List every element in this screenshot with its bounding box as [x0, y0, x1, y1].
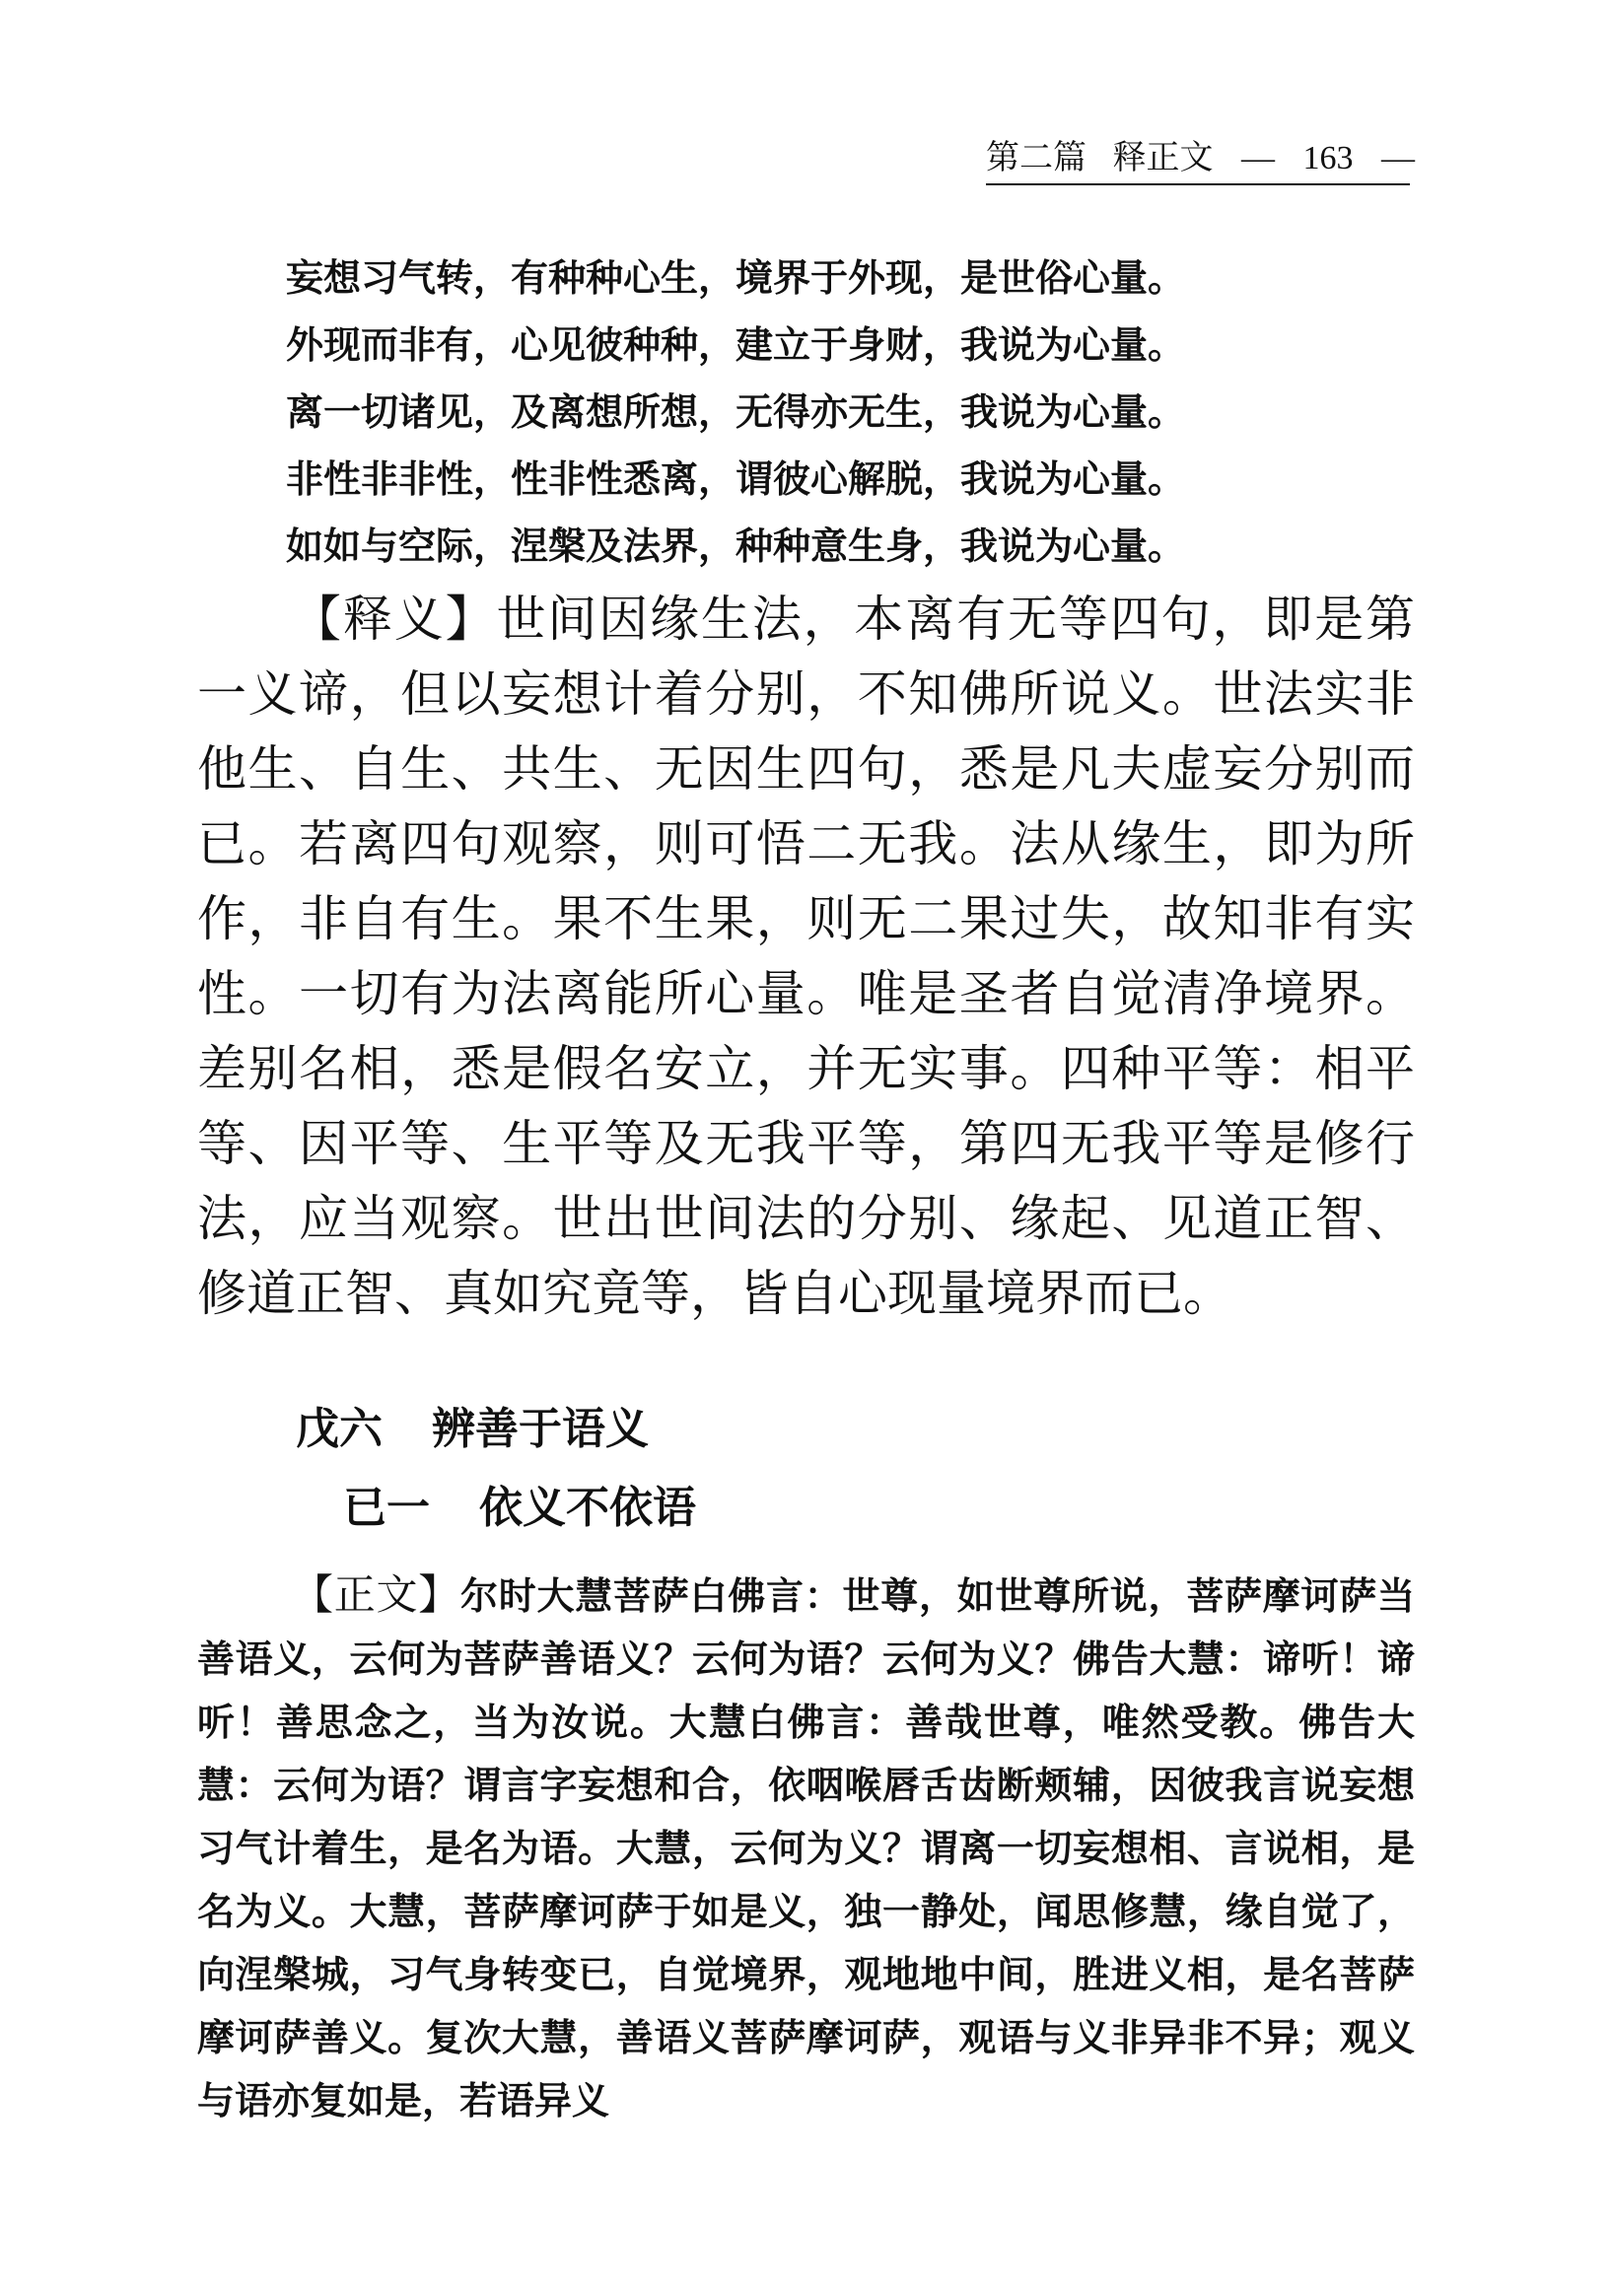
main-text-body: 尔时大慧菩萨白佛言：世尊，如世尊所说，菩萨摩诃萨当善语义，云何为菩萨善语义？云何为语？云何为义？佛告大慧：谛听！谛听！善思念之，当为汝说。大慧白佛言：善哉世尊，唯然受教。佛告大慧：云何为语？谓言字妄想和合，依咽喉唇舌齿断颊辅，因彼我言说妄想习气计着生，是名为语。大慧，云何为义？谓离一切妄想相、言说相，是名为义。大慧，菩萨摩诃萨于如是义，独一静处，闻思修慧，缘自觉了，向涅槃城，习气身转变已，自觉境界，观地地中间，胜进义相，是名菩萨摩诃萨善义。复次大慧，善语义菩萨摩诃萨，观语与义非异非不异；观义与语亦复如是，若语异义: [197, 1574, 1415, 2122]
commentary-text: 世间因缘生法，本离有无等四句，即是第一义谛，但以妄想计着分别，不知佛所说义。世法实非他生、自生、共生、无因生四句，悉是凡夫虚妄分别而已。若离四句观察，则可悟二无我。法从缘生，即为所作，非自有生。果不生果，则无二果过失，故知非有实性。一切有为法离能所心量。唯是圣者自觉清净境界。差别名相，悉是假名安立，并无实事。四种平等：相平等、因平等、生平等及无我平等，第四无我平等是修行法，应当观察。世出世间法的分别、缘起、见道正智、修道正智、真如究竟等，皆自心现量境界而已。: [197, 591, 1416, 1322]
subsection-heading: [343, 1479, 696, 1538]
subsection-heading-number: 已一: [343, 1483, 430, 1533]
verse-line: 妄想习气转，有种种心生，境界于外现，是世俗心量。: [286, 256, 1186, 300]
verse-line: 非性非非性，性非性悉离，谓彼心解脱，我说为心量。: [286, 457, 1186, 501]
section-heading-title: 辨善于语义: [432, 1404, 649, 1454]
main-text-paragraph: [197, 1564, 1415, 2132]
page-number: 163: [1302, 140, 1354, 176]
header-dash-left: —: [1241, 140, 1275, 176]
header-part: 第二篇: [986, 140, 1086, 176]
section-heading: [296, 1400, 649, 1459]
verse-line: 如如与空际，涅槃及法界，种种意生身，我说为心量。: [286, 524, 1186, 568]
main-text-label: 【正文】: [292, 1570, 460, 1619]
verse-line: 离一切诸见，及离想所想，无得亦无生，我说为心量。: [286, 390, 1186, 434]
commentary-paragraph: [197, 582, 1415, 1331]
subsection-heading-title: 依义不依语: [479, 1483, 696, 1533]
running-header: [986, 138, 1415, 185]
verse-line: 外现而非有，心见彼种种，建立于身财，我说为心量。: [286, 323, 1186, 367]
header-section: 释正文: [1112, 140, 1214, 176]
header-dash-right: —: [1381, 140, 1415, 176]
section-heading-number: 戊六: [296, 1404, 383, 1454]
commentary-label: 【释义】: [292, 591, 497, 648]
